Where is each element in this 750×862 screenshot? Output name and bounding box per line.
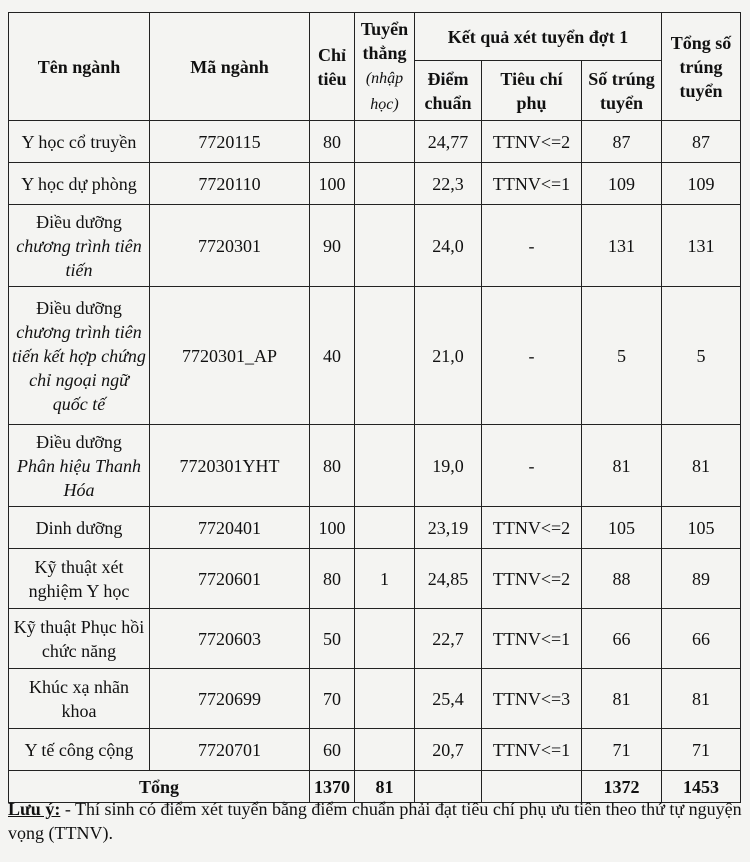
cell-diem-chuan: 20,7 bbox=[415, 729, 482, 771]
cell-tieu-chi-phu: TTNV<=2 bbox=[482, 121, 582, 163]
cell-tuyen-thang bbox=[355, 163, 415, 205]
cell-tong-so: 81 bbox=[662, 425, 741, 507]
cell-tong-so: 71 bbox=[662, 729, 741, 771]
cell-chi-tieu: 50 bbox=[310, 609, 355, 669]
cell-ma-nganh: 7720301_AP bbox=[150, 287, 310, 425]
program-subtitle: Phân hiệu Thanh Hóa bbox=[17, 455, 141, 500]
cell-ma-nganh: 7720301 bbox=[150, 205, 310, 287]
cell-tuyen-thang bbox=[355, 669, 415, 729]
admission-results-table bbox=[8, 12, 741, 803]
table-row bbox=[9, 609, 741, 669]
cell-so-trung-tuyen: 105 bbox=[582, 507, 662, 549]
cell-so-trung-tuyen: 109 bbox=[582, 163, 662, 205]
cell-ma-nganh: 7720603 bbox=[150, 609, 310, 669]
cell-tong-so: 131 bbox=[662, 205, 741, 287]
cell-chi-tieu: 40 bbox=[310, 287, 355, 425]
cell-chi-tieu: 80 bbox=[310, 121, 355, 163]
cell-ten-nganh bbox=[9, 729, 150, 771]
cell-diem-chuan: 24,85 bbox=[415, 549, 482, 609]
cell-tieu-chi-phu: TTNV<=2 bbox=[482, 549, 582, 609]
program-name: Điều dưỡng bbox=[36, 431, 122, 452]
cell-ten-nganh bbox=[9, 549, 150, 609]
program-name: Kỹ thuật xét nghiệm Y học bbox=[28, 556, 130, 601]
table-row bbox=[9, 549, 741, 609]
cell-so-trung-tuyen: 5 bbox=[582, 287, 662, 425]
cell-tong-so: 87 bbox=[662, 121, 741, 163]
header-ten-nganh: Tên ngành bbox=[9, 13, 150, 121]
cell-chi-tieu: 80 bbox=[310, 549, 355, 609]
cell-so-trung-tuyen: 81 bbox=[582, 425, 662, 507]
cell-tuyen-thang bbox=[355, 609, 415, 669]
header-chi-tieu: Chỉ tiêu bbox=[310, 13, 355, 121]
cell-tong-so: 109 bbox=[662, 163, 741, 205]
cell-so-trung-tuyen: 66 bbox=[582, 609, 662, 669]
cell-tieu-chi-phu: - bbox=[482, 205, 582, 287]
cell-ten-nganh bbox=[9, 121, 150, 163]
program-name: Y học dự phòng bbox=[21, 173, 137, 194]
cell-ma-nganh: 7720701 bbox=[150, 729, 310, 771]
cell-ten-nganh bbox=[9, 425, 150, 507]
cell-ten-nganh bbox=[9, 609, 150, 669]
table-row bbox=[9, 205, 741, 287]
header-ma-nganh: Mã ngành bbox=[150, 13, 310, 121]
cell-diem-chuan: 25,4 bbox=[415, 669, 482, 729]
cell-ten-nganh bbox=[9, 669, 150, 729]
cell-diem-chuan: 23,19 bbox=[415, 507, 482, 549]
program-name: Điều dưỡng bbox=[36, 211, 122, 232]
totals-total: 1453 bbox=[662, 771, 741, 803]
footnote-label: Lưu ý: bbox=[8, 799, 61, 819]
footnote bbox=[8, 797, 742, 845]
cell-tieu-chi-phu: - bbox=[482, 425, 582, 507]
program-name: Khúc xạ nhãn khoa bbox=[29, 676, 129, 721]
cell-tieu-chi-phu: TTNV<=1 bbox=[482, 729, 582, 771]
cell-ma-nganh: 7720601 bbox=[150, 549, 310, 609]
cell-tong-so: 105 bbox=[662, 507, 741, 549]
cell-so-trung-tuyen: 87 bbox=[582, 121, 662, 163]
cell-diem-chuan: 24,0 bbox=[415, 205, 482, 287]
cell-ma-nganh: 7720699 bbox=[150, 669, 310, 729]
program-subtitle: chương trình tiên tiến bbox=[16, 235, 142, 280]
cell-chi-tieu: 100 bbox=[310, 507, 355, 549]
cell-tong-so: 81 bbox=[662, 669, 741, 729]
cell-tuyen-thang bbox=[355, 729, 415, 771]
program-name: Kỹ thuật Phục hồi chức năng bbox=[13, 616, 145, 661]
cell-diem-chuan: 22,7 bbox=[415, 609, 482, 669]
cell-ma-nganh: 7720401 bbox=[150, 507, 310, 549]
table-row bbox=[9, 287, 741, 425]
cell-tuyen-thang bbox=[355, 507, 415, 549]
totals-label: Tổng bbox=[9, 771, 310, 803]
cell-so-trung-tuyen: 88 bbox=[582, 549, 662, 609]
cell-tieu-chi-phu: TTNV<=1 bbox=[482, 609, 582, 669]
cell-so-trung-tuyen: 71 bbox=[582, 729, 662, 771]
table-row bbox=[9, 163, 741, 205]
cell-tieu-chi-phu: TTNV<=2 bbox=[482, 507, 582, 549]
cell-tong-so: 5 bbox=[662, 287, 741, 425]
cell-tieu-chi-phu: TTNV<=1 bbox=[482, 163, 582, 205]
cell-tuyen-thang bbox=[355, 121, 415, 163]
cell-chi-tieu: 80 bbox=[310, 425, 355, 507]
totals-admitted: 1372 bbox=[582, 771, 662, 803]
cell-tong-so: 89 bbox=[662, 549, 741, 609]
table-row bbox=[9, 669, 741, 729]
cell-ten-nganh bbox=[9, 507, 150, 549]
header-so-trung-tuyen: Số trúng tuyển bbox=[582, 61, 662, 121]
cell-ma-nganh: 7720110 bbox=[150, 163, 310, 205]
cell-ten-nganh bbox=[9, 205, 150, 287]
cell-ten-nganh bbox=[9, 287, 150, 425]
cell-chi-tieu: 70 bbox=[310, 669, 355, 729]
header-ket-qua: Kết quả xét tuyển đợt 1 bbox=[415, 13, 662, 61]
cell-tuyen-thang: 1 bbox=[355, 549, 415, 609]
program-name: Y học cổ truyền bbox=[21, 131, 137, 152]
cell-ma-nganh: 7720115 bbox=[150, 121, 310, 163]
cell-tuyen-thang bbox=[355, 287, 415, 425]
cell-tuyen-thang bbox=[355, 425, 415, 507]
cell-so-trung-tuyen: 131 bbox=[582, 205, 662, 287]
header-tong-so: Tổng số trúng tuyển bbox=[662, 13, 741, 121]
program-name: Dinh dưỡng bbox=[35, 517, 123, 538]
cell-ten-nganh bbox=[9, 163, 150, 205]
cell-tieu-chi-phu: TTNV<=3 bbox=[482, 669, 582, 729]
table-row bbox=[9, 507, 741, 549]
program-subtitle: chương trình tiên tiến kết hợp chứng chỉ ngoại ngữ quốc tế bbox=[12, 321, 146, 414]
tuyen-thang-label: Tuyển thẳng bbox=[360, 18, 409, 63]
cell-diem-chuan: 24,77 bbox=[415, 121, 482, 163]
footnote-text: - Thí sinh có điểm xét tuyển bằng điểm chuẩn phải đạt tiêu chí phụ ưu tiên theo thứ tự nguyện vọng (TTNV). bbox=[8, 799, 742, 843]
totals-direct: 81 bbox=[355, 771, 415, 803]
cell-tuyen-thang bbox=[355, 205, 415, 287]
cell-chi-tieu: 60 bbox=[310, 729, 355, 771]
cell-tieu-chi-phu: - bbox=[482, 287, 582, 425]
cell-diem-chuan: 19,0 bbox=[415, 425, 482, 507]
cell-chi-tieu: 100 bbox=[310, 163, 355, 205]
table-row bbox=[9, 121, 741, 163]
table-row bbox=[9, 729, 741, 771]
tuyen-thang-sub: (nhập học) bbox=[365, 69, 404, 113]
header-diem-chuan: Điểm chuẩn bbox=[415, 61, 482, 121]
cell-tong-so: 66 bbox=[662, 609, 741, 669]
cell-so-trung-tuyen: 81 bbox=[582, 669, 662, 729]
table-row bbox=[9, 425, 741, 507]
program-name: Điều dưỡng bbox=[36, 297, 122, 318]
header-tieu-chi-phu: Tiêu chí phụ bbox=[482, 61, 582, 121]
cell-diem-chuan: 21,0 bbox=[415, 287, 482, 425]
cell-chi-tieu: 90 bbox=[310, 205, 355, 287]
program-name: Y tế công cộng bbox=[24, 739, 134, 760]
header-tuyen-thang bbox=[355, 13, 415, 121]
cell-diem-chuan: 22,3 bbox=[415, 163, 482, 205]
cell-ma-nganh: 7720301YHT bbox=[150, 425, 310, 507]
totals-quota: 1370 bbox=[310, 771, 355, 803]
